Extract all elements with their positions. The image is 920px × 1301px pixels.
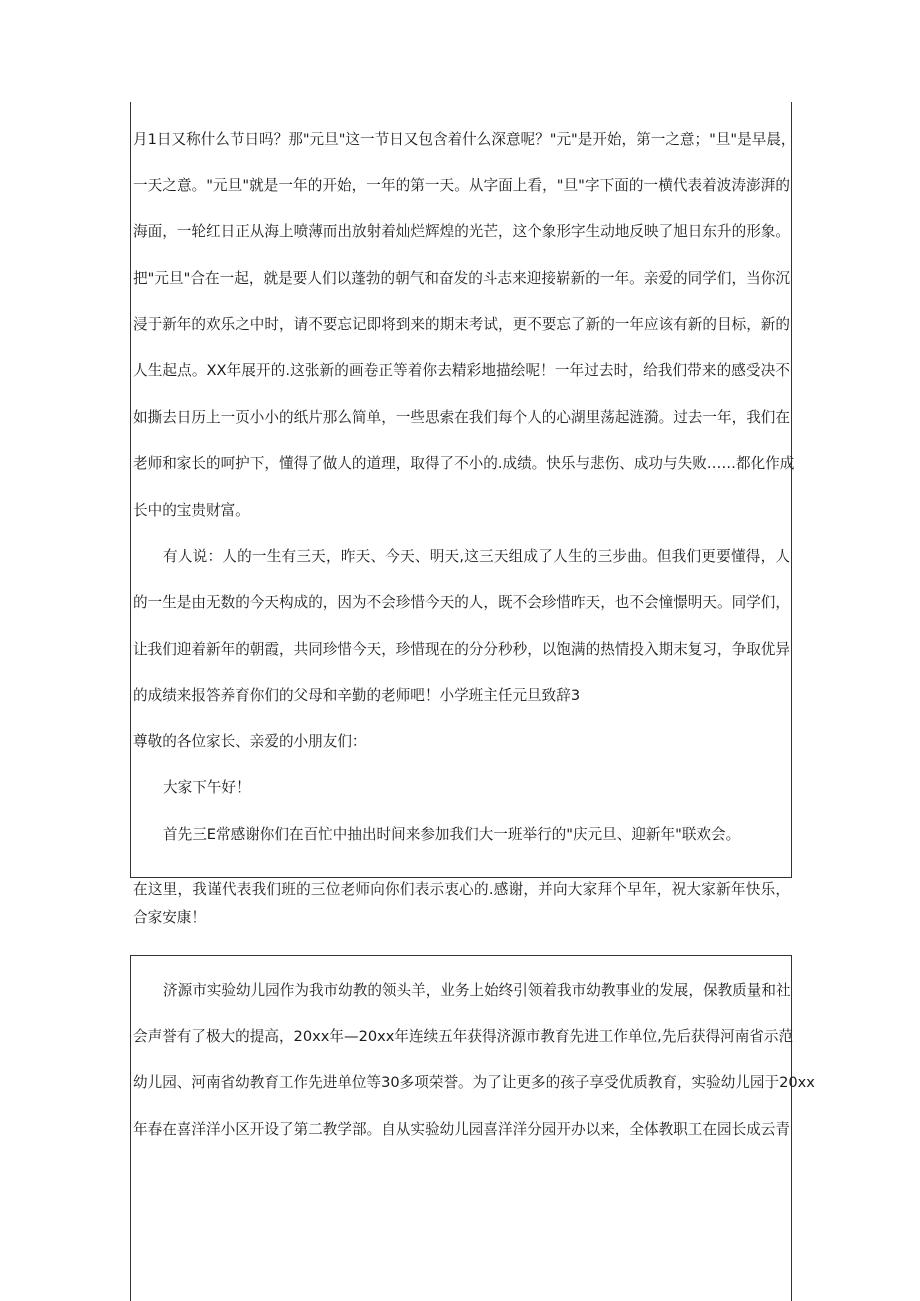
- paragraph-line: 人生起点。XX年展开的.这张新的画卷正等着你去精彩地描绘呢！一年过去时，给我们带来的感受决不: [133, 362, 790, 379]
- paragraph-line: 让我们迎着新年的朝霞，共同珍惜今天，珍惜现在的分分秒秒，以饱满的热情投入期末复习，争取优异: [133, 641, 790, 658]
- paragraph-line: 把"元旦"合在一起，就是要人们以蓬勃的朝气和奋发的斗志来迎接崭新的一年。亲爱的同学们，当你沉: [133, 270, 790, 287]
- paragraph-line: 有人说：人的一生有三天，昨天、今天、明天,这三天组成了人生的三步曲。但我们更要懂得，人: [163, 548, 790, 565]
- greeting-line: 大家下午好！: [163, 779, 251, 796]
- paragraph-line: 在这里，我谨代表我们班的三位老师向你们表示衷心的.感谢，并向大家拜个早年，祝大家新年快乐，: [133, 881, 790, 898]
- paragraph-line: 幼儿园、河南省幼教育工作先进单位等30多项荣誉。为了让更多的孩子享受优质教育，实验幼儿园于20xx: [133, 1074, 815, 1091]
- paragraph-line: 长中的宝贵财富。: [133, 502, 250, 519]
- paragraph-line: 的成绩来报答养育你们的父母和辛勤的老师吧！小学班主任元旦致辞3: [133, 687, 581, 704]
- paragraph-line: 月1日又称什么节日吗？那"元旦"这一节日又包含着什么深意呢？"元"是开始，第一之意；"旦"是早晨，: [133, 131, 796, 148]
- paragraph-line: 济源市实验幼儿园作为我市幼教的领头羊，业务上始终引领着我市幼教事业的发展，保教质量和社: [163, 982, 791, 999]
- paragraph-line: 首先三E常感谢你们在百忙中抽出时间来参加我们大一班举行的"庆元旦、迎新年"联欢会。: [163, 826, 741, 843]
- paragraph-line: 年春在喜洋洋小区开设了第二教学部。自从实验幼儿园喜洋洋分园开办以来，全体教职工在园长成云青: [133, 1121, 790, 1138]
- paragraph-line: 会声誉有了极大的提高，20xx年—20xx年连续五年获得济源市教育先进工作单位,先后获得河南省示范: [133, 1028, 794, 1045]
- greeting-line: 尊敬的各位家长、亲爱的小朋友们：: [133, 733, 367, 750]
- paragraph-line: 一天之意。"元旦"就是一年的开始，一年的第一天。从字面上看，"旦"字下面的一横代表着波涛澎湃的: [133, 177, 790, 194]
- paragraph-line: 浸于新年的欢乐之中时，请不要忘记即将到来的期末考试，更不要忘了新的一年应该有新的目标，新的: [133, 316, 790, 333]
- paragraph-line: 老师和家长的呵护下，懂得了做人的道理，取得了不小的.成绩。快乐与悲伤、成功与失败……都化作成: [133, 455, 795, 472]
- paragraph-line: 海面，一轮红日正从海上喷薄而出放射着灿烂辉煌的光芒，这个象形字生动地反映了旭日东升的形象。: [133, 223, 790, 240]
- paragraph-line: 如撕去日历上一页小小的纸片那么简单，一些思索在我们每个人的心湖里荡起涟漪。过去一年，我们在: [133, 409, 790, 426]
- paragraph-line: 的一生是由无数的今天构成的，因为不会珍惜今天的人，既不会珍惜昨天，也不会憧憬明天。同学们，: [133, 594, 790, 611]
- paragraph-line: 合家安康！: [133, 909, 206, 926]
- text-frame-upper: [130, 102, 796, 878]
